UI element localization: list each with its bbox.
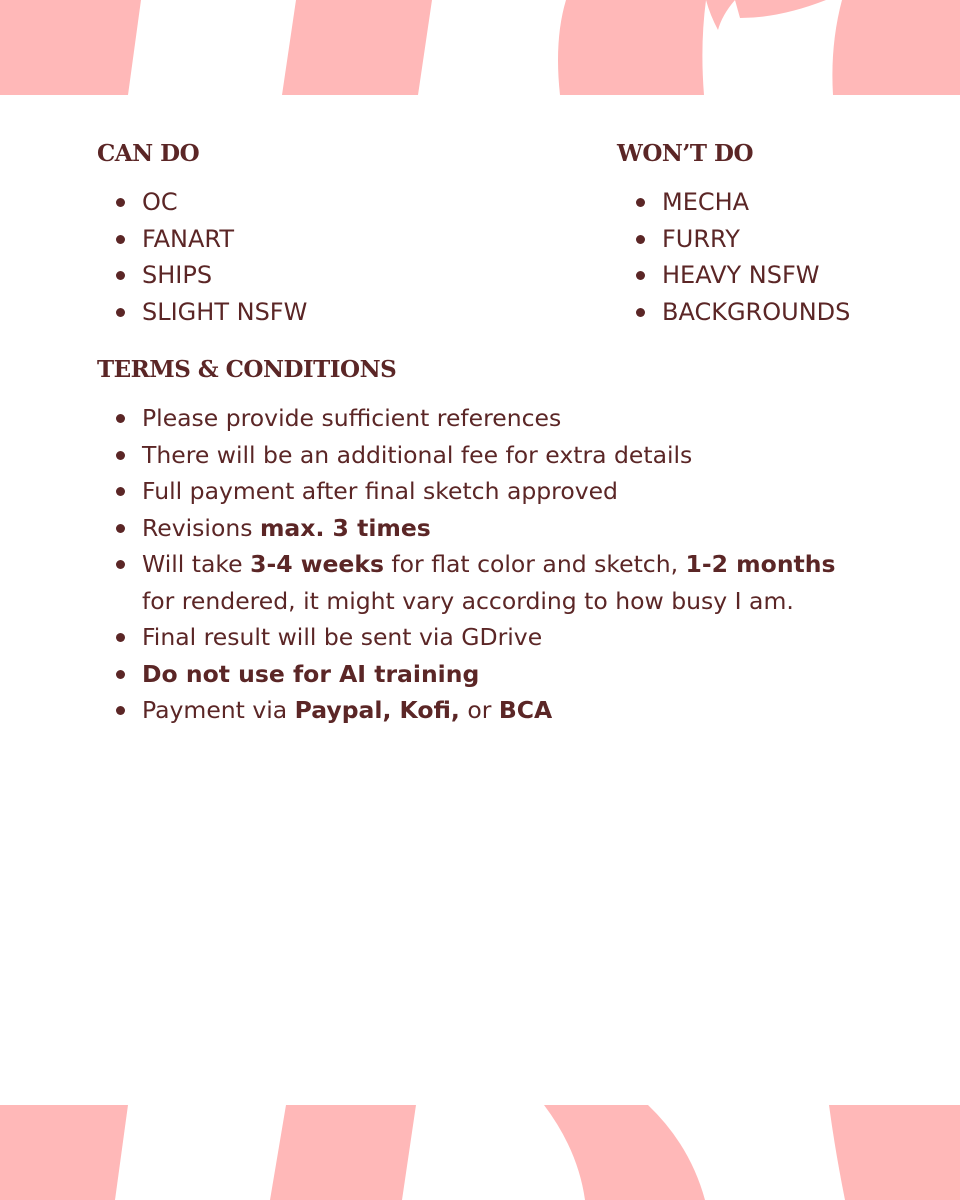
can-do-list	[98, 184, 307, 330]
terms-heading: TERMS & CONDITIONS	[97, 356, 397, 383]
can-do-heading: CAN DO	[97, 140, 200, 167]
terms-text: or	[459, 696, 499, 724]
terms-item: Final result will be sent via GDrive	[98, 619, 836, 656]
can-do-item: SLIGHT NSFW	[98, 294, 307, 331]
wont-do-item: MECHA	[618, 184, 850, 221]
terms-bold-text: 3-4 weeks	[250, 550, 384, 578]
terms-item	[98, 692, 836, 729]
bottom-checker-decoration	[0, 1105, 960, 1200]
wont-do-item: HEAVY NSFW	[618, 257, 850, 294]
can-do-item: OC	[98, 184, 307, 221]
terms-bold-text: 1-2 months	[685, 550, 836, 578]
terms-text: for rendered, it might vary according to how busy I am.	[142, 586, 794, 615]
terms-text: Payment via	[142, 696, 295, 724]
terms-item	[98, 510, 836, 547]
wont-do-item: FURRY	[618, 221, 850, 258]
terms-item: Please provide sufficient references	[98, 400, 836, 437]
wont-do-heading: WON’T DO	[617, 140, 753, 167]
terms-list	[98, 400, 836, 729]
terms-bold-text: max. 3 times	[259, 513, 431, 542]
terms-bold-text: BCA	[498, 696, 553, 724]
can-do-item: FANART	[98, 221, 307, 258]
terms-item	[98, 546, 836, 619]
terms-item: Do not use for AI training	[98, 656, 836, 693]
top-checker-shapes	[0, 0, 960, 95]
can-do-item: SHIPS	[98, 257, 307, 294]
top-checker-decoration	[0, 0, 960, 95]
terms-text: for flat color and sketch,	[383, 550, 686, 578]
terms-text: Revisions	[142, 513, 260, 542]
terms-item: Full payment after final sketch approved	[98, 473, 836, 510]
wont-do-item: BACKGROUNDS	[618, 294, 850, 331]
wont-do-list	[618, 184, 850, 330]
terms-item: There will be an additional fee for extra details	[98, 437, 836, 474]
bottom-checker-shapes	[0, 1105, 960, 1200]
terms-text: Will take	[142, 550, 251, 578]
terms-bold-text: Paypal, Kofi,	[294, 696, 460, 724]
